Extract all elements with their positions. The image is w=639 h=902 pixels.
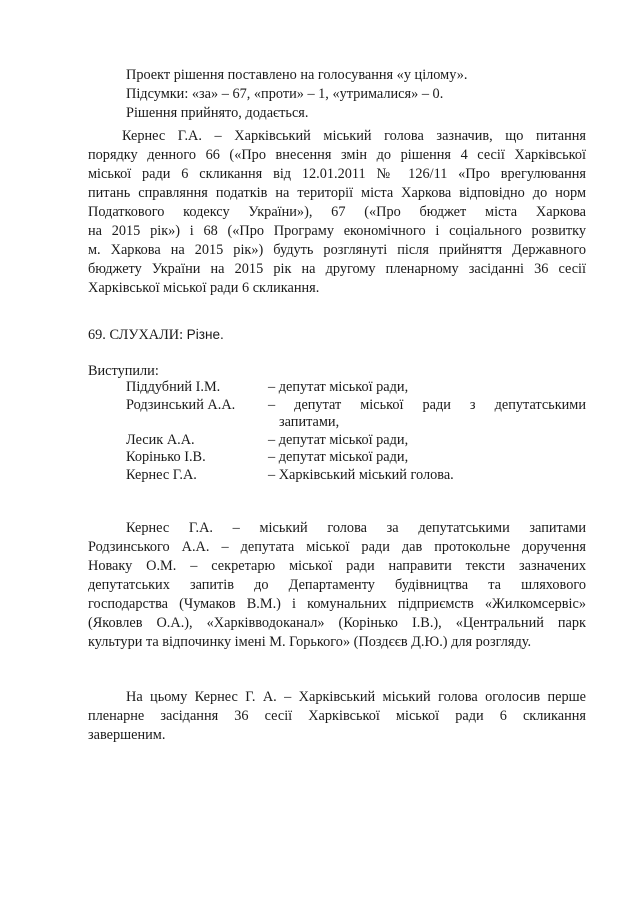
item-number: 69. СЛУХАЛИ: (88, 327, 184, 343)
item-69-heading (88, 325, 224, 345)
paragraph-line: Новаку О.М. – секретарю міської ради направити тексти зазначених (88, 558, 586, 574)
paragraph-line: питань справляння податків на території міста Харкова відповідно до норм (88, 185, 586, 201)
paragraph-line: Кернес Г.А. – Харківський міський голова зазначив, що питання (122, 128, 586, 144)
speaker-role: – депутат міської ради з депутатськими (268, 397, 586, 413)
vote-statement: Проект рішення поставлено на голосування «у цілому». (126, 67, 468, 83)
speaker-name: Родзинський А.А. (126, 397, 236, 413)
paragraph-line: Родзинського А.А. – депутата міської ради дав протокольне доручення (88, 539, 586, 555)
speaker-name: Лесик А.А. (126, 432, 195, 448)
speaker-role: – депутат міської ради, (268, 449, 409, 465)
paragraph-line: Харківської міської ради 6 скликання. (88, 280, 320, 296)
vote-result-block (126, 66, 467, 123)
paragraph-line: м. Харкова на 2015 рік») будуть розглянуті після прийняття Державного (88, 242, 586, 258)
kernes-note-paragraph (88, 127, 586, 298)
speaker-name: Корінько І.В. (126, 449, 206, 465)
closing-paragraph (88, 688, 586, 745)
speaker-name: Піддубний І.М. (126, 379, 221, 395)
paragraph-line: (Яковлев О.А.), «Харківводоканал» (Корінько І.В.), «Центральний парк (88, 615, 586, 631)
paragraph-line: порядку денного 66 («Про внесення змін до рішення 4 сесії Харківської (88, 147, 586, 163)
decision-adopted: Рішення прийнято, додається. (126, 105, 309, 121)
paragraph-line: Податкового кодексу України»), 67 («Про бюджет міста Харкова (88, 204, 586, 220)
paragraph-line: міської ради 6 скликання від 12.01.2011 № 126/11 «Про врегулювання (88, 166, 586, 182)
paragraph-line: депутатських запитів до Департаменту будівництва та шляхового (88, 577, 586, 593)
speaker-role-continued: запитами, (279, 414, 340, 430)
paragraph-line: культури та відпочинку імені М. Горького» (Поздєєв Д.Ю.) для розгляду. (88, 634, 532, 650)
paragraph-line: пленарне засідання 36 сесії Харківської міської ради 6 скликання (88, 708, 586, 724)
instruction-paragraph (88, 519, 586, 652)
paragraph-line: на 2015 рік») і 68 («Про Програму економічного і соціального розвитку (88, 223, 586, 239)
paragraph-line: завершеним. (88, 727, 166, 743)
paragraph-line: Кернес Г.А. – міський голова за депутатськими запитами (126, 520, 586, 536)
paragraph-line: господарства (Чумаков В.М.) і комунальних підприємств «Жилкомсервіс» (88, 596, 586, 612)
paragraph-line: бюджету України на 2015 рік на другому пленарному засіданні 36 сесії (88, 261, 586, 277)
paragraph-line: На цьому Кернес Г. А. – Харківський міський голова оголосив перше (126, 689, 586, 705)
item-topic: Різне. (186, 327, 224, 342)
speakers-heading: Виступили: (88, 363, 159, 379)
speaker-role: – Харківський міський голова. (268, 467, 454, 483)
speaker-role: – депутат міської ради, (268, 379, 409, 395)
vote-totals: Підсумки: «за» – 67, «проти» – 1, «утрималися» – 0. (126, 86, 444, 102)
speaker-role: – депутат міської ради, (268, 432, 409, 448)
speaker-name: Кернес Г.А. (126, 467, 197, 483)
